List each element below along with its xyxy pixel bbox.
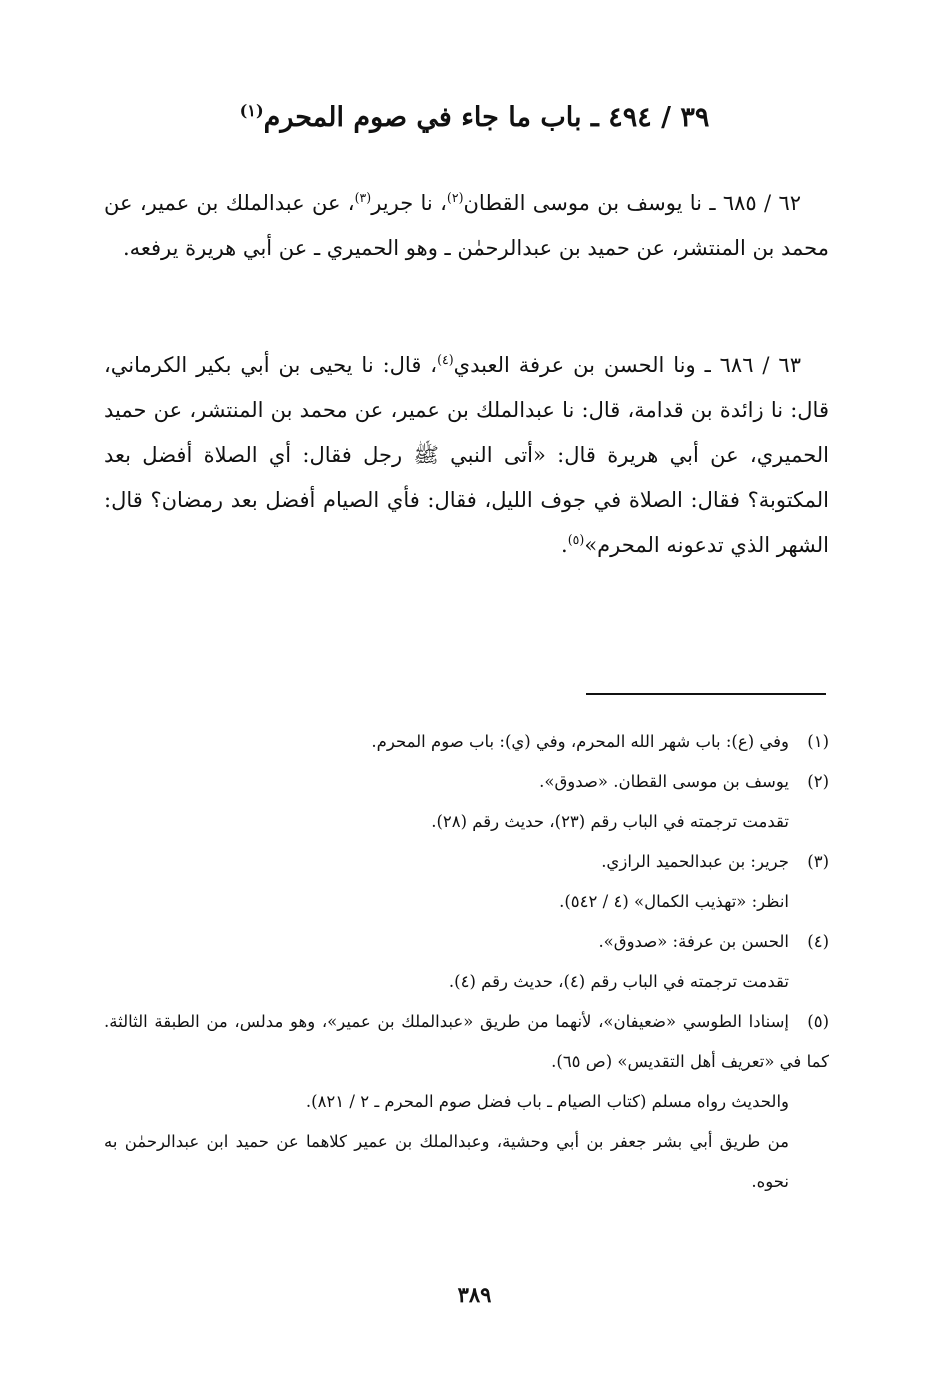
hadith-63-text-part-1: ٦٣ / ٦٨٦ ـ ونا الحسن بن عرفة العبدي	[453, 353, 801, 377]
footnote-number: (١)	[807, 732, 829, 751]
footnote-text: الحسن بن عرفة: «صدوق».	[598, 932, 789, 951]
footnote-text: جرير: بن عبدالحميد الرازي.	[601, 852, 789, 871]
hadith-62-text-part-3: ، عن عبدالملك بن عمير، عن محمد بن المنتشر، عن حميد بن عبدالرحمٰن ـ وهو الحميري ـ عن أبي هريرة يرفعه.	[104, 191, 829, 260]
hadith-63-text-part-2: ، قال: نا يحيى بن أبي بكير الكرماني، قال: نا زائدة بن قدامة، قال: نا عبدالملك بن عمير، عن محمد بن المنتشر، عن حميد الحميري، عن أبي هريرة قال: «أتى النبي ﷺ رجل فقال: أي الصلاة أفضل بعد المكتوبة؟ فقال: الصلاة في جوف الليل، فقال: فأي الصيام أفضل بعد رمضان؟ قال: الشهر الذي تدعونه المحرم»	[104, 353, 829, 557]
footnote-5-continuation: من طريق أبي بشر جعفر بن أبي وحشية، وعبدالملك بن عمير كلاهما عن حميد ابن عبدالرحمٰن به نحوه.	[104, 1132, 789, 1191]
hadith-62-text-part-1: ٦٢ / ٦٨٥ ـ نا يوسف بن موسى القطان	[463, 191, 801, 215]
footnotes-section	[104, 722, 829, 1202]
footnote-separator-line	[586, 693, 826, 695]
hadith-62-footnote-ref-2: (٢)	[446, 190, 464, 205]
footnote-5	[104, 1002, 829, 1082]
footnote-2	[104, 762, 829, 802]
hadith-62-text-part-2: ، نا جرير	[371, 191, 447, 215]
footnote-text: إسنادا الطوسي «ضعيفان»، لأنهما من طريق «عبدالملك بن عمير»، وهو مدلس، من الطبقة الثالثة. كما في «تعريف أهل التقديس» (ص ٦٥).	[104, 1012, 829, 1071]
hadith-63-footnote-ref-4: (٤)	[437, 352, 454, 367]
footnote-1	[104, 722, 829, 762]
footnote-4-continuation: تقدمت ترجمته في الباب رقم (٤)، حديث رقم (٤).	[448, 972, 789, 991]
hadith-63-footnote-ref-5: (٥)	[567, 532, 585, 547]
footnote-text: وفي (ع): باب شهر الله المحرم، وفي (ي): باب صوم المحرم.	[371, 732, 789, 751]
hadith-63-text-part-3: .	[561, 533, 568, 557]
footnote-3-continuation: انظر: «تهذيب الكمال» (٤ / ٥٤٢).	[559, 892, 789, 911]
footnote-4	[104, 922, 829, 962]
hadith-62-footnote-ref-3: (٣)	[354, 190, 372, 205]
footnote-2-continuation: تقدمت ترجمته في الباب رقم (٢٣)، حديث رقم (٢٨).	[431, 812, 789, 831]
footnote-number: (٥)	[807, 1012, 829, 1031]
footnote-3	[104, 842, 829, 882]
chapter-title-footnote-ref: (١)	[239, 101, 264, 121]
chapter-title	[90, 98, 859, 138]
footnote-number: (٢)	[807, 772, 829, 791]
footnote-number: (٤)	[807, 932, 829, 951]
footnote-5-continuation: والحديث رواه مسلم (كتاب الصيام ـ باب فضل صوم المحرم ـ ٢ / ٨٢١).	[305, 1092, 789, 1111]
footnote-text: يوسف بن موسى القطان. «صدوق».	[539, 772, 789, 791]
page-number: ٣٨٩	[457, 1282, 492, 1307]
hadith-paragraph-62	[104, 181, 829, 271]
hadith-paragraph-63	[104, 343, 829, 568]
footnote-number: (٣)	[807, 852, 829, 871]
chapter-title-text: ٣٩ / ٤٩٤ ـ باب ما جاء في صوم المحرم	[263, 102, 710, 134]
